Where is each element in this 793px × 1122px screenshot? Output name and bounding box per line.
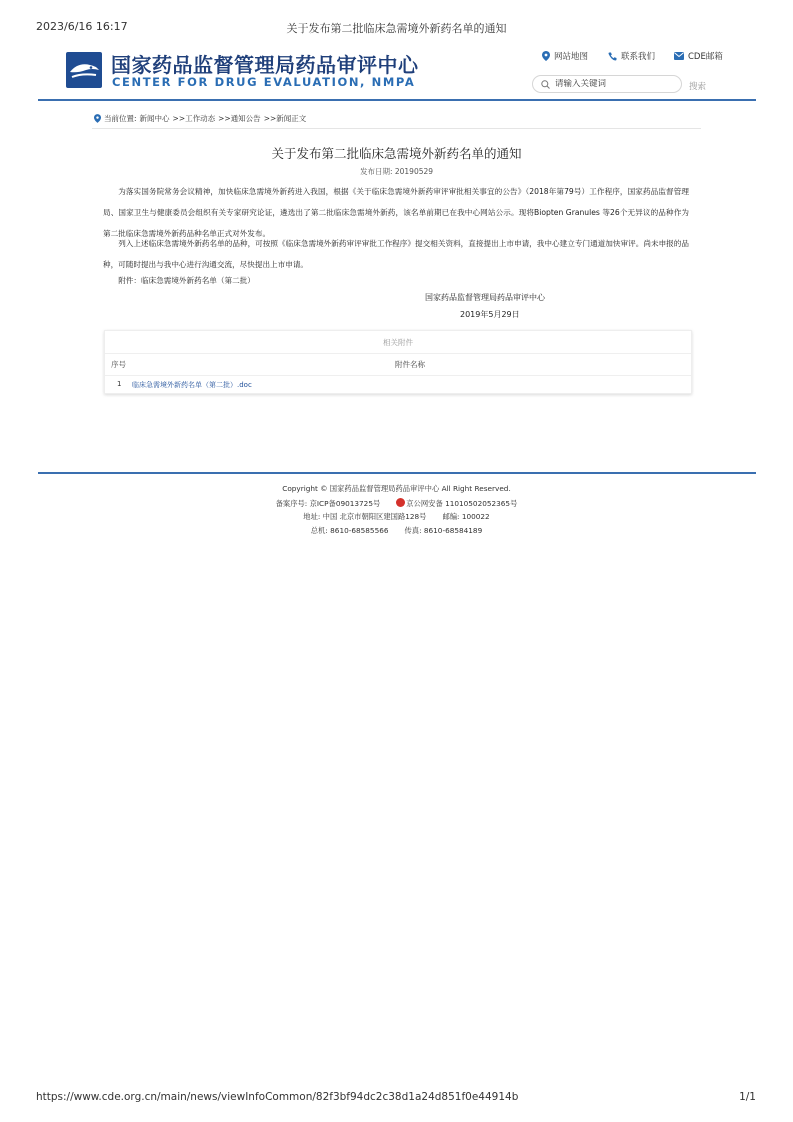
footer-copyright: Copyright © 国家药品监督管理局药品审评中心 All Right Reserved. <box>282 484 511 493</box>
breadcrumb-item-notices[interactable]: >>通知公告 <box>218 114 261 123</box>
mail-link[interactable] <box>674 50 723 62</box>
attachment-note: 附件：临床急需境外新药名单（第二批） <box>118 276 255 285</box>
column-header-name: 附件名称 <box>395 360 425 369</box>
print-url: https://www.cde.org.cn/main/news/viewInfoCommon/82f3bf94dc2c38d1a24d851f0e44914b <box>36 1091 519 1103</box>
postcode: 邮编: 100022 <box>442 512 490 521</box>
footer-contact-line <box>0 526 793 536</box>
location-pin-icon <box>94 114 101 123</box>
fax: 传真: 8610-68584189 <box>404 526 483 535</box>
attachment-row-no: 1 <box>117 380 122 388</box>
print-page-number: 1/1 <box>739 1091 756 1103</box>
sitemap-label: 网站地图 <box>554 52 589 62</box>
breadcrumb-item-current: >>新闻正文 <box>263 114 307 123</box>
police-record[interactable]: 京公网安备 11010502052365号 <box>406 499 518 508</box>
attachments-panel <box>104 330 692 394</box>
sitemap-link[interactable] <box>542 50 588 62</box>
publish-date: 发布日期: 20190529 <box>359 167 434 176</box>
search-input[interactable] <box>555 79 665 89</box>
contact-label: 联系我们 <box>621 52 656 62</box>
site-name-cn: 国家药品监督管理局药品审评中心 <box>111 53 419 77</box>
site-name-en: CENTER FOR DRUG EVALUATION, NMPA <box>112 75 416 89</box>
signature-date: 2019年5月29日 <box>460 310 520 319</box>
phone: 总机: 8610-68585566 <box>310 526 389 535</box>
signature-org: 国家药品监督管理局药品审评中心 <box>425 293 545 302</box>
police-badge-icon <box>396 498 405 507</box>
address: 地址: 中国 北京市朝阳区建国路128号 <box>303 512 427 521</box>
breadcrumb-divider <box>92 128 701 129</box>
cde-logo[interactable] <box>66 52 102 88</box>
mail-icon <box>674 52 684 60</box>
breadcrumb-prefix: 当前位置: <box>104 114 137 123</box>
contact-link[interactable] <box>608 50 655 62</box>
attachment-link[interactable]: 临床急需境外新药名单（第二批）.doc <box>132 381 252 389</box>
footer-registration <box>0 498 793 509</box>
breadcrumb-item-work-news[interactable]: >>工作动态 <box>172 114 216 123</box>
phone-icon <box>608 52 617 61</box>
search-box[interactable] <box>532 75 682 93</box>
article-title: 关于发布第二批临床急需境外新药名单的通知 <box>271 146 522 161</box>
footer-address-line <box>0 512 793 522</box>
article-paragraph: 列入上述临床急需境外新药名单的品种，可按照《临床急需境外新药审评审批工作程序》提交相关资料，直接提出上市申请，我中心建立专门通道加快审评。尚未申报的品种，可随时提出与我中心进行沟通交流，尽快提出上市申请。 <box>103 239 689 269</box>
location-pin-icon <box>542 51 550 61</box>
attachments-divider <box>105 375 691 376</box>
print-doc-title: 关于发布第二批临床急需境外新药名单的通知 <box>286 22 507 35</box>
attachments-caption: 相关附件 <box>383 338 413 347</box>
search-button[interactable]: 搜索 <box>689 82 707 92</box>
column-header-no: 序号 <box>111 360 126 369</box>
icp-number[interactable]: 备案序号: 京ICP备09013725号 <box>275 499 381 508</box>
footer-divider <box>38 472 756 474</box>
print-datetime: 2023/6/16 16:17 <box>36 20 128 33</box>
search-icon <box>541 80 550 89</box>
breadcrumb-item-news-center[interactable]: 新闻中心 <box>139 114 170 123</box>
mail-label: CDE邮箱 <box>688 52 723 62</box>
header-divider <box>38 99 756 101</box>
attachments-divider <box>105 353 691 354</box>
article-paragraph: 为落实国务院常务会议精神，加快临床急需境外新药进入我国，根据《关于临床急需境外新药审评审批相关事宜的公告》（2018年第79号）工作程序，国家药品监督管理局、国家卫生与健康委员会组织有关专家研究论证，遴选出了第二批临床急需境外新药，该名单前期已在我中心网站公示。现将Biopten Granules 等26个无异议的品种作为第二批临床急需境外新药品种名单正式对外发布。 <box>103 187 689 238</box>
breadcrumb <box>94 113 306 124</box>
